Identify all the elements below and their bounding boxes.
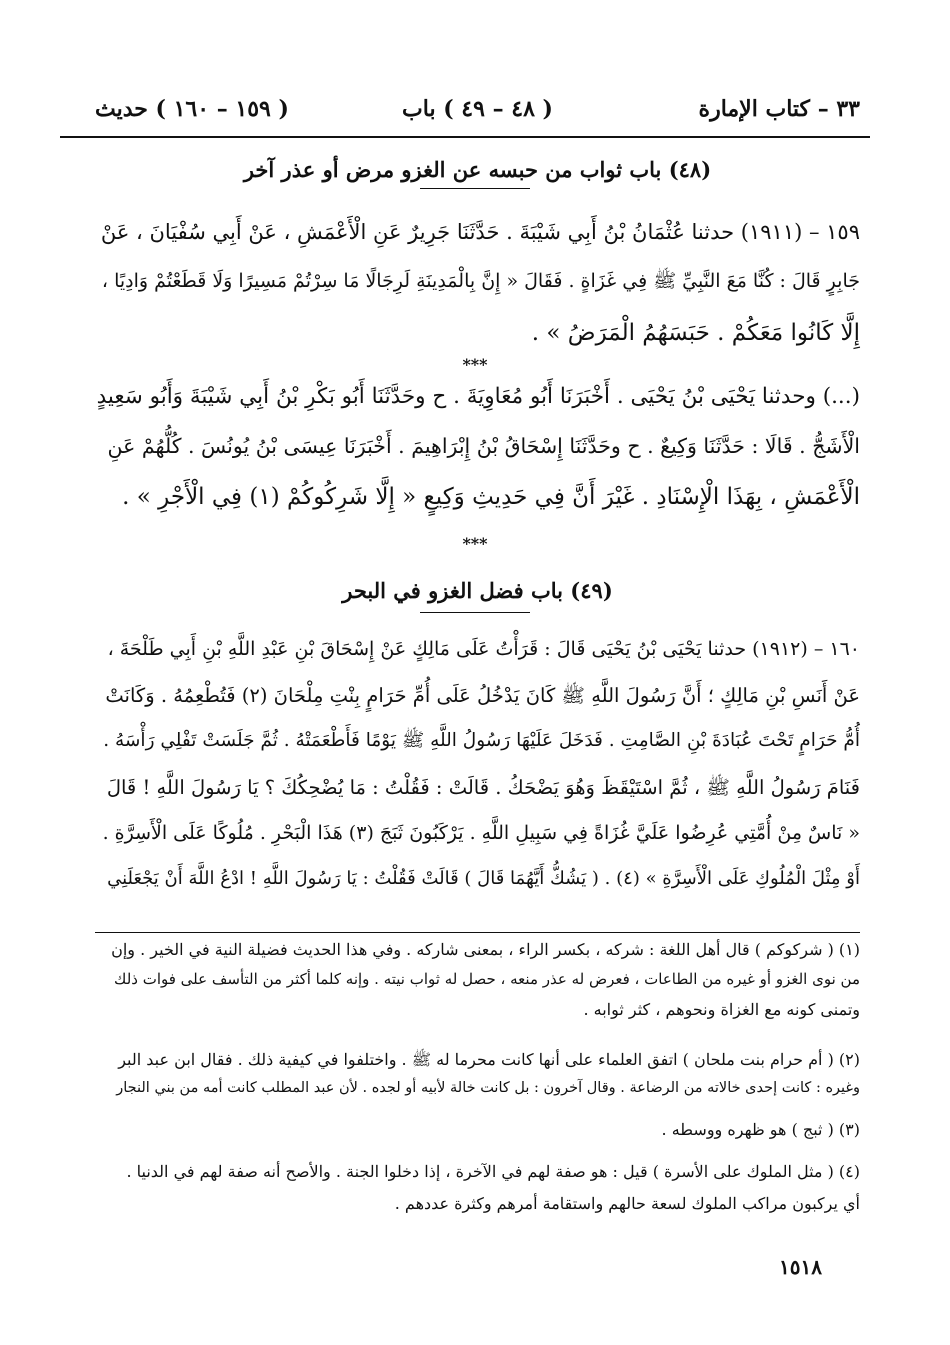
text-line: فَنَامَ رَسُولُ اللَّهِ ﷺ ، ثُمَّ اسْتَيْقَظَ وَهُوَ يَضْحَكُ . قَالَتْ : فَقُلْتُ : مَا يُضْحِكُكَ ؟ يَا رَسُولَ اللَّهِ ! قَالَ xyxy=(106,776,860,799)
chapter-48-underline xyxy=(420,188,530,189)
header-book-title: ٣٣ – كتاب الإمارة xyxy=(698,96,860,122)
footnote-line: من نوى الغزو أو غيره من الطاعات ، فعرض له عذر منعه ، حصل له ثواب نيته . وإنه كلما أكثر من التأسف على فوات ذلك xyxy=(114,970,860,988)
text-line: جَابِرٍ قَالَ : كُنَّا مَعَ النَّبِيِّ ﷺ فِي غَزَاةٍ . فَقَالَ « إِنَّ بِالْمَدِينَةِ لَرِجَالًا مَا سِرْتُمْ مَسِيرًا وَلَا قَطَعْتُمْ وَادِيًا ، xyxy=(101,270,860,292)
footnote-line: أي يركبون مراكب الملوك لسعة حالهم واستقامة أمرهم وكثرة عددهم . xyxy=(394,1194,860,1213)
footnote-line: (٣) ( ثبج ) هو ظهره ووسطه . xyxy=(661,1120,860,1139)
footnote-line: وتمنى كونه مع الغزاة ونحوهم ، كثر ثوابه . xyxy=(583,1000,860,1019)
running-header xyxy=(95,96,860,132)
section-separator: *** xyxy=(462,534,488,553)
text-line: الْأَعْمَشِ ، بِهَذَا الْإِسْنَادِ . غَيْرَ أَنَّ فِي حَدِيثِ وَكِيعٍ « إِلَّا شَرِكُوكُمْ (١) فِي الْأَجْرِ » . xyxy=(122,484,860,510)
text-line: أَوْ مِثْلَ الْمُلُوكِ عَلَى الْأَسِرَّةِ » (٤) . ( يَشُكُّ أَيَّهُمَا قَالَ ) قَالَتْ فَقُلْتُ : يَا رَسُولَ اللَّهِ ! ادْعُ اللَّهَ أَنْ يَجْعَلَنِي xyxy=(107,868,860,889)
text-line: الْأَشَجُّ . قَالَا : حَدَّثَنَا وَكِيعٌ . ح وحَدَّثَنَا إِسْحَاقُ بْنُ إِبْرَاهِيمَ . أَخْبَرَنَا عِيسَى بْنُ يُونُسَ . كُلُّهُمْ عَنِ xyxy=(107,434,860,458)
text-line: ١٦٠ – (١٩١٢) حدثنا يَحْيَى بْنُ يَحْيَى قَالَ : قَرَأْتُ عَلَى مَالِكٍ عَنْ إِسْحَاقَ بْنِ عَبْدِ اللَّهِ بْنِ أَبِي طَلْحَةَ ، xyxy=(107,638,860,660)
text-line: أُمُّ حَرَامٍ تَحْتَ عُبَادَةَ بْنِ الصَّامِتِ . فَدَخَلَ عَلَيْهَا رَسُولُ اللَّهِ ﷺ يَوْمًا فَأَطْعَمَتْهُ . ثُمَّ جَلَسَتْ تَفْلِي رَأْسَهُ . xyxy=(103,730,860,751)
header-rule xyxy=(60,136,870,138)
header-chapter-range: ( ٤٨ – ٤٩ ) باب xyxy=(402,96,553,122)
footnote-line: (٤) ( مثل الملوك على الأسرة ) قيل : هو صفة لهم في الآخرة ، إذا دخلوا الجنة . والأصح أنه صفة لهم في الدنيا . xyxy=(126,1162,860,1181)
header-hadith-range: ( ١٥٩ – ١٦٠ ) حديث xyxy=(95,96,289,122)
footnote-line: (٢) ( أم حرام بنت ملحان ) اتفق العلماء على أنها كانت محرما له ﷺ . واختلفوا في كيفية ذلك . فقال ابن عبد البر xyxy=(118,1050,860,1069)
footnote-line: وغيره : كانت إحدى خالاته من الرضاعة . وقال آخرون : بل كانت خالة لأبيه أو لجده . لأن عبد المطلب كانت أمه من بني النجار xyxy=(116,1080,860,1096)
text-line: إِلَّا كَانُوا مَعَكُمْ . حَبَسَهُمُ الْمَرَضُ » . xyxy=(531,320,860,346)
chapter-49-underline xyxy=(420,612,530,613)
text-line: عَنْ أَنَسِ بْنِ مَالِكٍ ؛ أَنَّ رَسُولَ اللَّهِ ﷺ كَانَ يَدْخُلُ عَلَى أُمِّ حَرَامٍ بِنْتِ مِلْحَانَ (٢) فَتُطْعِمُهُ . وَكَانَتْ xyxy=(105,684,860,707)
section-separator: *** xyxy=(462,355,488,374)
chapter-48-title: (٤٨) باب ثواب من حبسه عن الغزو مرض أو عذر آخر xyxy=(243,157,712,182)
text-line: (...) وحدثنا يَحْيَى بْنُ يَحْيَى . أَخْبَرَنَا أَبُو مُعَاوِيَةَ . ح وحَدَّثَنَا أَبُو بَكْرِ بْنُ أَبِي شَيْبَةَ وَأَبُو سَعِيدٍ xyxy=(96,384,860,409)
footnote-rule xyxy=(95,932,860,933)
footnote-line: (١) ( شركوكم ) قال أهل اللغة : شركه ، بكسر الراء ، بمعنى شاركه . وفي هذا الحديث فضيلة النية في الخير . وإن xyxy=(111,940,860,959)
text-line: ١٥٩ – (١٩١١) حدثنا عُثْمَانُ بْنُ أَبِي شَيْبَةَ . حَدَّثَنَا جَرِيرٌ عَنِ الْأَعْمَشِ ، عَنْ أَبِي سُفْيَانَ ، عَنْ xyxy=(100,220,860,244)
text-line: « نَاسٌ مِنْ أُمَّتِي عُرِضُوا عَلَيَّ غُزَاةً فِي سَبِيلِ اللَّهِ . يَرْكَبُونَ ثَبَجَ (٣) هَذَا الْبَحْرِ . مُلُوكًا عَلَى الْأَسِرَّةِ . xyxy=(102,822,860,844)
chapter-49-title: (٤٩) باب فضل الغزو في البحر xyxy=(342,578,613,603)
page-number: ١٥١٨ xyxy=(779,1255,822,1279)
